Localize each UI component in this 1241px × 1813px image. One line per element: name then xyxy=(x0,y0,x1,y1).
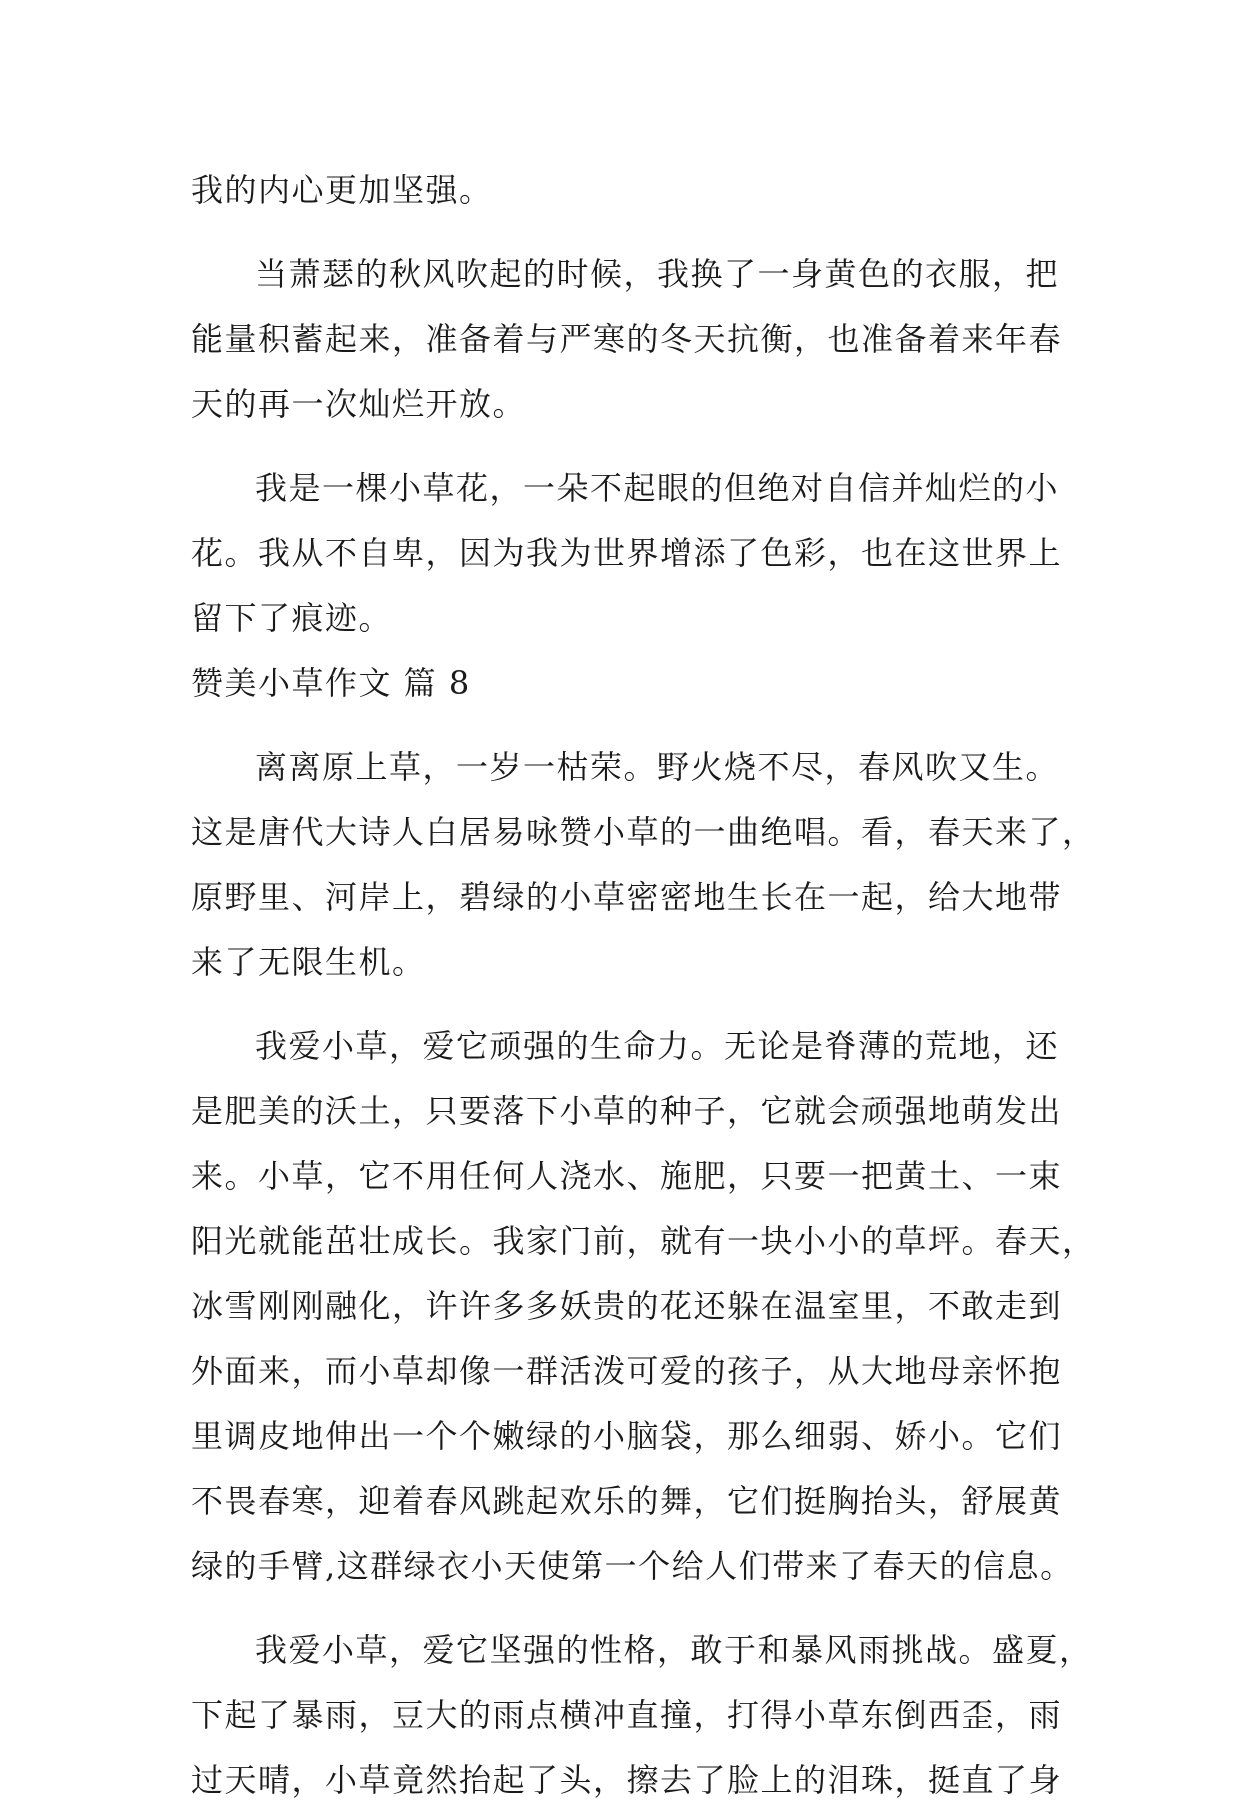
section-heading: 赞美小草作文 篇 8 xyxy=(191,664,471,702)
text-line: 花。我从不自卑，因为我为世界增添了色彩，也在这世界上 xyxy=(191,534,1063,572)
text-line: 来。小草，它不用任何人浇水、施肥，只要一把黄土、一束 xyxy=(191,1157,1063,1195)
text-line: 这是唐代大诗人白居易咏赞小草的一曲绝唱。看，春天来了， xyxy=(191,813,1096,851)
text-line: 原野里、河岸上，碧绿的小草密密地生长在一起，给大地带 xyxy=(191,878,1063,916)
text-line: 能量积蓄起来，准备着与严寒的冬天抗衡，也准备着来年春 xyxy=(191,320,1063,358)
paragraph-start-line: 我是一棵小草花，一朵不起眼的但绝对自信并灿烂的小 xyxy=(255,469,1060,507)
paragraph-start-line: 我爱小草，爱它顽强的生命力。无论是脊薄的荒地，还 xyxy=(255,1027,1060,1065)
document-page xyxy=(191,158,1096,1813)
text-line: 是肥美的沃土，只要落下小草的种子，它就会顽强地萌发出 xyxy=(191,1092,1063,1130)
text-line: 里调皮地伸出一个个嫩绿的小脑袋，那么细弱、娇小。它们 xyxy=(191,1417,1063,1455)
text-line: 绿的手臂,这群绿衣小天使第一个给人们带来了春天的信息。 xyxy=(191,1547,1074,1585)
text-line: 过天晴，小草竟然抬起了头，擦去了脸上的泪珠，挺直了身 xyxy=(191,1761,1063,1799)
text-line: 外面来，而小草却像一群活泼可爱的孩子，从大地母亲怀抱 xyxy=(191,1352,1063,1390)
text-line: 天的再一次灿烂开放。 xyxy=(191,385,527,423)
text-line: 留下了痕迹。 xyxy=(191,599,393,637)
paragraph-start-line: 离离原上草，一岁一枯荣。野火烧不尽，春风吹又生。 xyxy=(255,748,1060,786)
text-line: 我的内心更加坚强。 xyxy=(191,171,493,209)
text-line: 冰雪刚刚融化，许许多多妖贵的花还躲在温室里，不敢走到 xyxy=(191,1287,1063,1325)
paragraph-start-line: 我爱小草，爱它坚强的性格，敢于和暴风雨挑战。盛夏， xyxy=(255,1631,1093,1669)
text-line: 下起了暴雨，豆大的雨点横冲直撞，打得小草东倒西歪，雨 xyxy=(191,1696,1063,1734)
text-line: 来了无限生机。 xyxy=(191,943,426,981)
text-line: 阳光就能茁壮成长。我家门前，就有一块小小的草坪。春天， xyxy=(191,1222,1096,1260)
text-line: 不畏春寒，迎着春风跳起欢乐的舞，它们挺胸抬头，舒展黄 xyxy=(191,1482,1063,1520)
paragraph-start-line: 当萧瑟的秋风吹起的时候，我换了一身黄色的衣服，把 xyxy=(255,255,1060,293)
